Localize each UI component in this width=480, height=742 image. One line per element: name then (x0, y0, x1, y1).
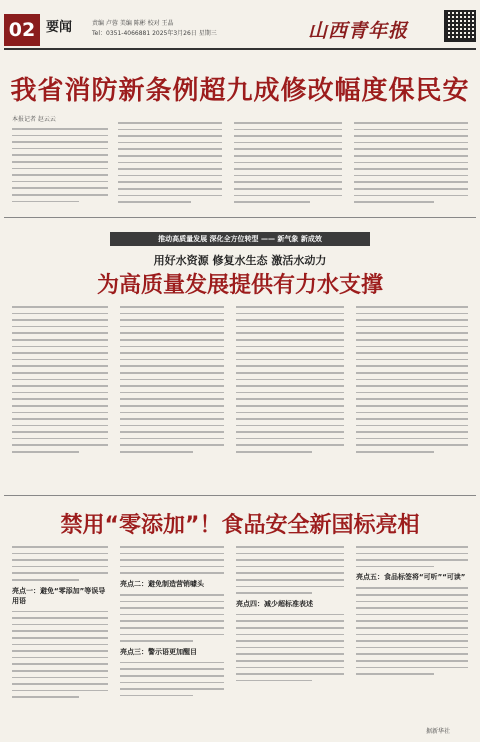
section-divider (4, 217, 476, 218)
article2-col-2 (120, 306, 224, 458)
article1-col-1 (12, 128, 108, 207)
article3-subhead-2: 亮点二：避免制造营销噱头 (120, 579, 204, 588)
article3-signature: 据新华社 (426, 728, 451, 735)
qr-code-icon (444, 10, 476, 42)
newspaper-logo: 山西青年报 (308, 20, 409, 42)
article3-col-4 (356, 546, 468, 680)
article3-col-1 (12, 546, 108, 703)
article2-headline: 为高质量发展提供有力水支撑 (96, 273, 383, 298)
article3-col-2 (120, 546, 224, 701)
article3-subhead-4: 亮点四：减少超标准表述 (236, 599, 313, 608)
article1-byline: 本报记者 赵云云 (12, 116, 56, 123)
staff-line: 责编 卢蓉 美编 陈彬 校对 王晶 (92, 20, 174, 27)
article3-headline: 禁用“零添加”！食品安全新国标亮相 (60, 513, 420, 538)
section-divider-2 (4, 495, 476, 496)
article1-headline: 我省消防新条例超九成修改幅度保民安 (10, 76, 470, 106)
article2-col-3 (236, 306, 344, 458)
article3-subhead-3: 亮点三：警示语更加醒目 (120, 647, 197, 656)
article1-col-2 (118, 122, 222, 208)
page-number: 02 (4, 14, 40, 46)
article2-col-4 (356, 306, 468, 458)
article1-col-3 (234, 122, 342, 208)
article1-col-4 (354, 122, 468, 208)
article2-col-1 (12, 306, 108, 458)
article3-col-3 (236, 546, 344, 686)
article2-kicker: 推动高质量发展 深化全方位转型 —— 新气象 新成效 (158, 235, 322, 243)
article2-subtitle: 用好水资源 修复水生态 激活水动力 (153, 254, 327, 267)
article3-subhead-5: 亮点五：食品标签将“可听”“可读” (356, 573, 466, 582)
article3-subhead-1: 亮点一：避免“零添加”等误导用语 (12, 586, 106, 605)
header-divider (4, 48, 476, 50)
contact-line: Tel：0351-4066881 2025年3月26日 星期三 (92, 30, 217, 37)
section-title: 要闻 (46, 20, 73, 35)
